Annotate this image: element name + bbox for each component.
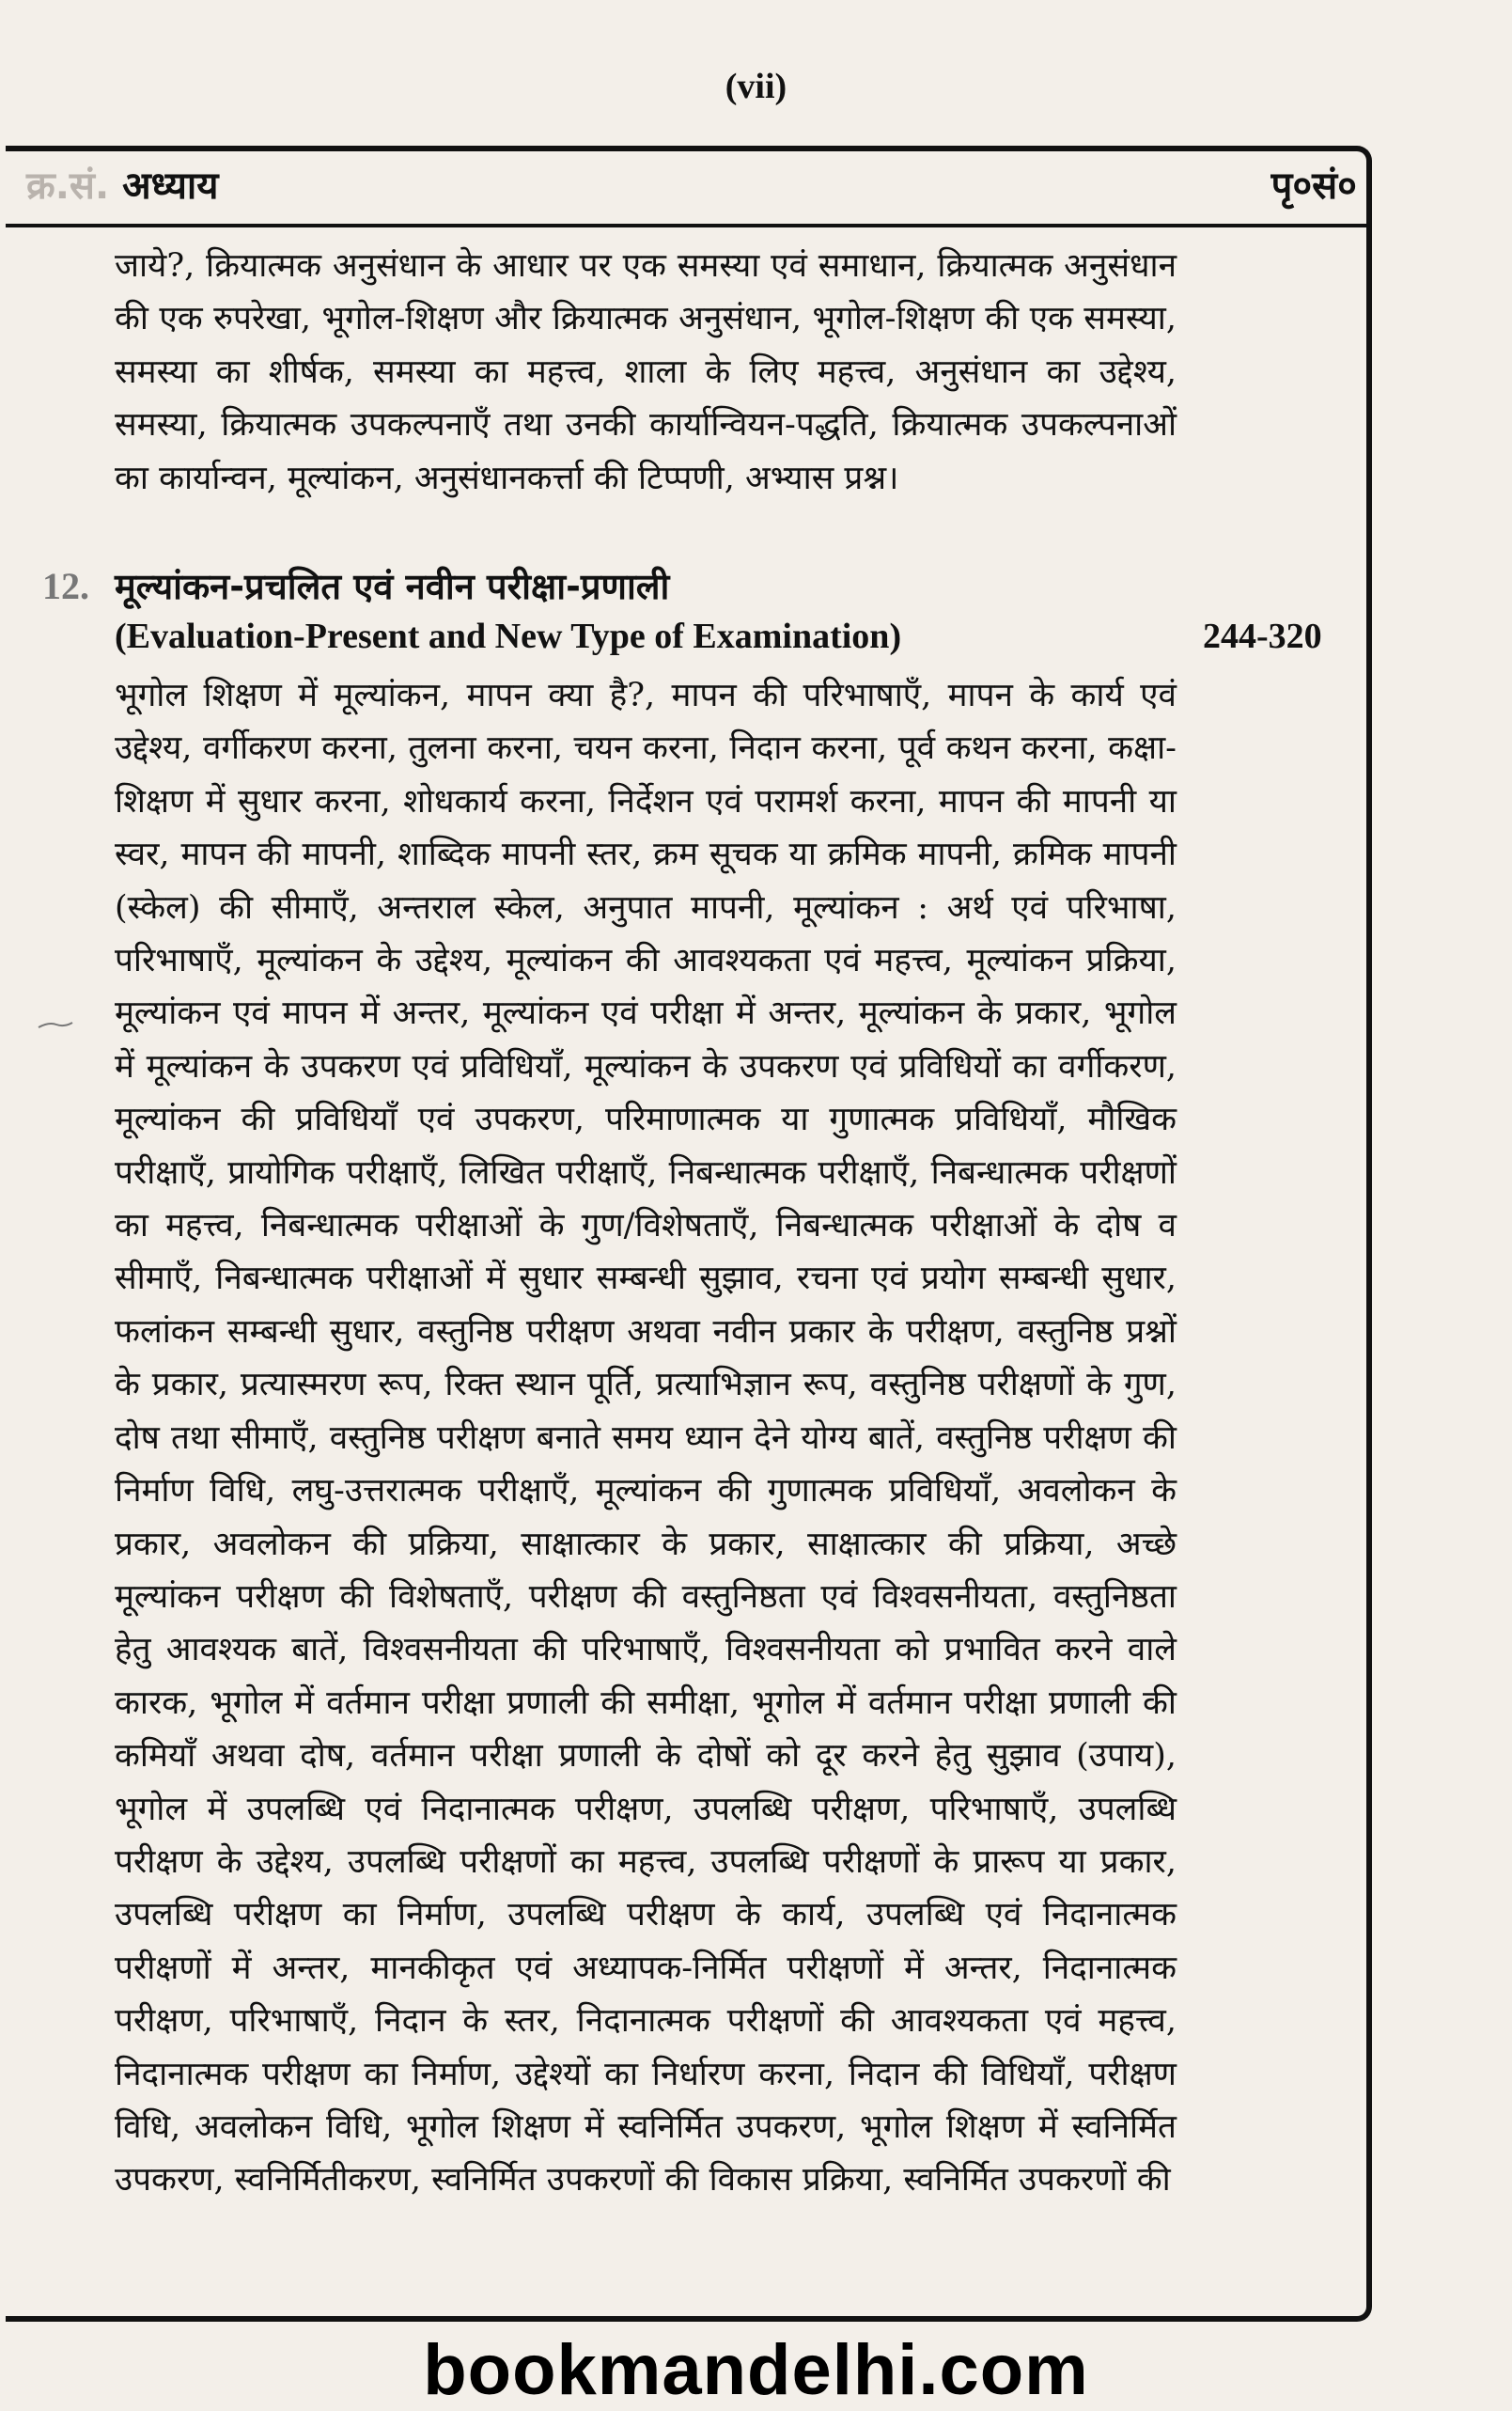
chapter-number: 12.	[42, 565, 89, 607]
continued-entry	[115, 240, 1177, 505]
chapter-contents	[115, 669, 1177, 2207]
continued-entry-text: जाये?, क्रियात्मक अनुसंधान के आधार पर एक समस्या एवं समाधान, क्रियात्मक अनुसंधान की एक रुपरेखा, भूगोल-शिक्षण और क्रियात्मक अनुसंधान, भूगोल-शिक्षण की एक समस्या, समस्या का शीर्षक, समस्या का महत्त्व, शाला के लिए महत्त्व, अनुसंधान का उद्देश्य, समस्या, क्रियात्मक उपकल्पनाएँ तथा उनकी कार्यान्वियन-पद्धति, क्रियात्मक उपकल्पनाओं का कार्यान्वन, मूल्यांकन, अनुसंधानकर्त्ता की टिप्पणी, अभ्यास प्रश्न।	[115, 247, 1177, 497]
column-header-chapter	[26, 158, 218, 210]
column-header-page: पृ०सं०	[1270, 164, 1357, 208]
chapter-title-english: (Evaluation-Present and New Type of Examination)	[115, 617, 902, 656]
column-header-chapter-label: अध्याय	[122, 164, 219, 208]
page-number: (vii)	[725, 67, 787, 106]
chapter-page-range: 244-320	[1203, 617, 1322, 656]
pen-mark	[38, 1020, 73, 1029]
chapter-contents-text: भूगोल शिक्षण में मूल्यांकन, मापन क्या है?, मापन की परिभाषाएँ, मापन के कार्य एवं उद्देश्य, वर्गीकरण करना, तुलना करना, चयन करना, निदान करना, पूर्व कथन करना, कक्षा-शिक्षण में सुधार करना, शोधकार्य करना, निर्देशन एवं परामर्श करना, मापन की मापनी या स्वर, मापन की मापनी, शाब्दिक मापनी स्तर, क्रम सूचक या क्रमिक मापनी, क्रमिक मापनी (स्केल) की सीमाएँ, अन्तराल स्केल, अनुपात मापनी, मूल्यांकन : अर्थ एवं परिभाषा, परिभाषाएँ, मूल्यांकन के उद्देश्य, मूल्यांकन की आवश्यकता एवं महत्त्व, मूल्यांकन प्रक्रिया, मूल्यांकन एवं मापन में अन्तर, मूल्यांकन एवं परीक्षा में अन्तर, मूल्यांकन के प्रकार, भूगोल में मूल्यांकन के उपकरण एवं प्रविधियाँ, मूल्यांकन के उपकरण एवं प्रविधियों का वर्गीकरण, मूल्यांकन की प्रविधियाँ एवं उपकरण, परिमाणात्मक या गुणात्मक प्रविधियाँ, मौखिक परीक्षाएँ, प्रायोगिक परीक्षाएँ, लिखित परीक्षाएँ, निबन्धात्मक परीक्षाएँ, निबन्धात्मक परीक्षणों का महत्त्व, निबन्धात्मक परीक्षाओं के गुण/विशेषताएँ, निबन्धात्मक परीक्षाओं के दोष व सीमाएँ, निबन्धात्मक परीक्षाओं में सुधार सम्बन्धी सुझाव, रचना एवं प्रयोग सम्बन्धी सुधार, फलांकन सम्बन्धी सुधार, वस्तुनिष्ठ परीक्षण अथवा नवीन प्रकार के परीक्षण, वस्तुनिष्ठ प्रश्नों के प्रकार, प्रत्यास्मरण रूप, रिक्त स्थान पूर्ति, प्रत्याभिज्ञान रूप, वस्तुनिष्ठ परीक्षणों के गुण, दोष तथा सीमाएँ, वस्तुनिष्ठ परीक्षण बनाते समय ध्यान देने योग्य बातें, वस्तुनिष्ठ परीक्षण की निर्माण विधि, लघु-उत्तरात्मक परीक्षाएँ, मूल्यांकन की गुणात्मक प्रविधियाँ, अवलोकन के प्रकार, अवलोकन की प्रक्रिया, साक्षात्कार के प्रकार, साक्षात्कार की प्रक्रिया, अच्छे मूल्यांकन परीक्षण की विशेषताएँ, परीक्षण की वस्तुनिष्ठता एवं विश्वसनीयता, वस्तुनिष्ठता हेतु आवश्यक बातें, विश्वसनीयता की परिभाषाएँ, विश्वसनीयता को प्रभावित करने वाले कारक, भूगोल में वर्तमान परीक्षा प्रणाली की समीक्षा, भूगोल में वर्तमान परीक्षा प्रणाली की कमियाँ अथवा दोष, वर्तमान परीक्षा प्रणाली के दोषों को दूर करने हेतु सुझाव (उपाय), भूगोल में उपलब्धि एवं निदानात्मक परीक्षण, उपलब्धि परीक्षण, परिभाषाएँ, उपलब्धि परीक्षण के उद्देश्य, उपलब्धि परीक्षणों का महत्त्व, उपलब्धि परीक्षणों के प्रारूप या प्रकार, उपलब्धि परीक्षण का निर्माण, उपलब्धि परीक्षण के कार्य, उपलब्धि एवं निदानात्मक परीक्षणों में अन्तर, मानकीकृत एवं अध्यापक-निर्मित परीक्षणों में अन्तर, निदानात्मक परीक्षण, परिभाषाएँ, निदान के स्तर, निदानात्मक परीक्षणों की आवश्यकता एवं महत्त्व, निदानात्मक परीक्षण का निर्माण, उद्देश्यों का निर्धारण करना, निदान की विधियाँ, परीक्षण विधि, अवलोकन विधि, भूगोल शिक्षण में स्वनिर्मित उपकरण, भूगोल शिक्षण में स्वनिर्मित उपकरण, स्वनिर्मितीकरण, स्वनिर्मित उपकरणों की विकास प्रक्रिया, स्वनिर्मित उपकरणों की	[115, 677, 1177, 2200]
header-divider	[6, 224, 1372, 227]
watermark: bookmandelhi.com	[423, 2330, 1089, 2410]
chapter-title-hindi: मूल्यांकन-प्रचलित एवं नवीन परीक्षा-प्रणाली	[115, 566, 670, 607]
column-header-serial: क्र.सं.	[26, 164, 110, 208]
